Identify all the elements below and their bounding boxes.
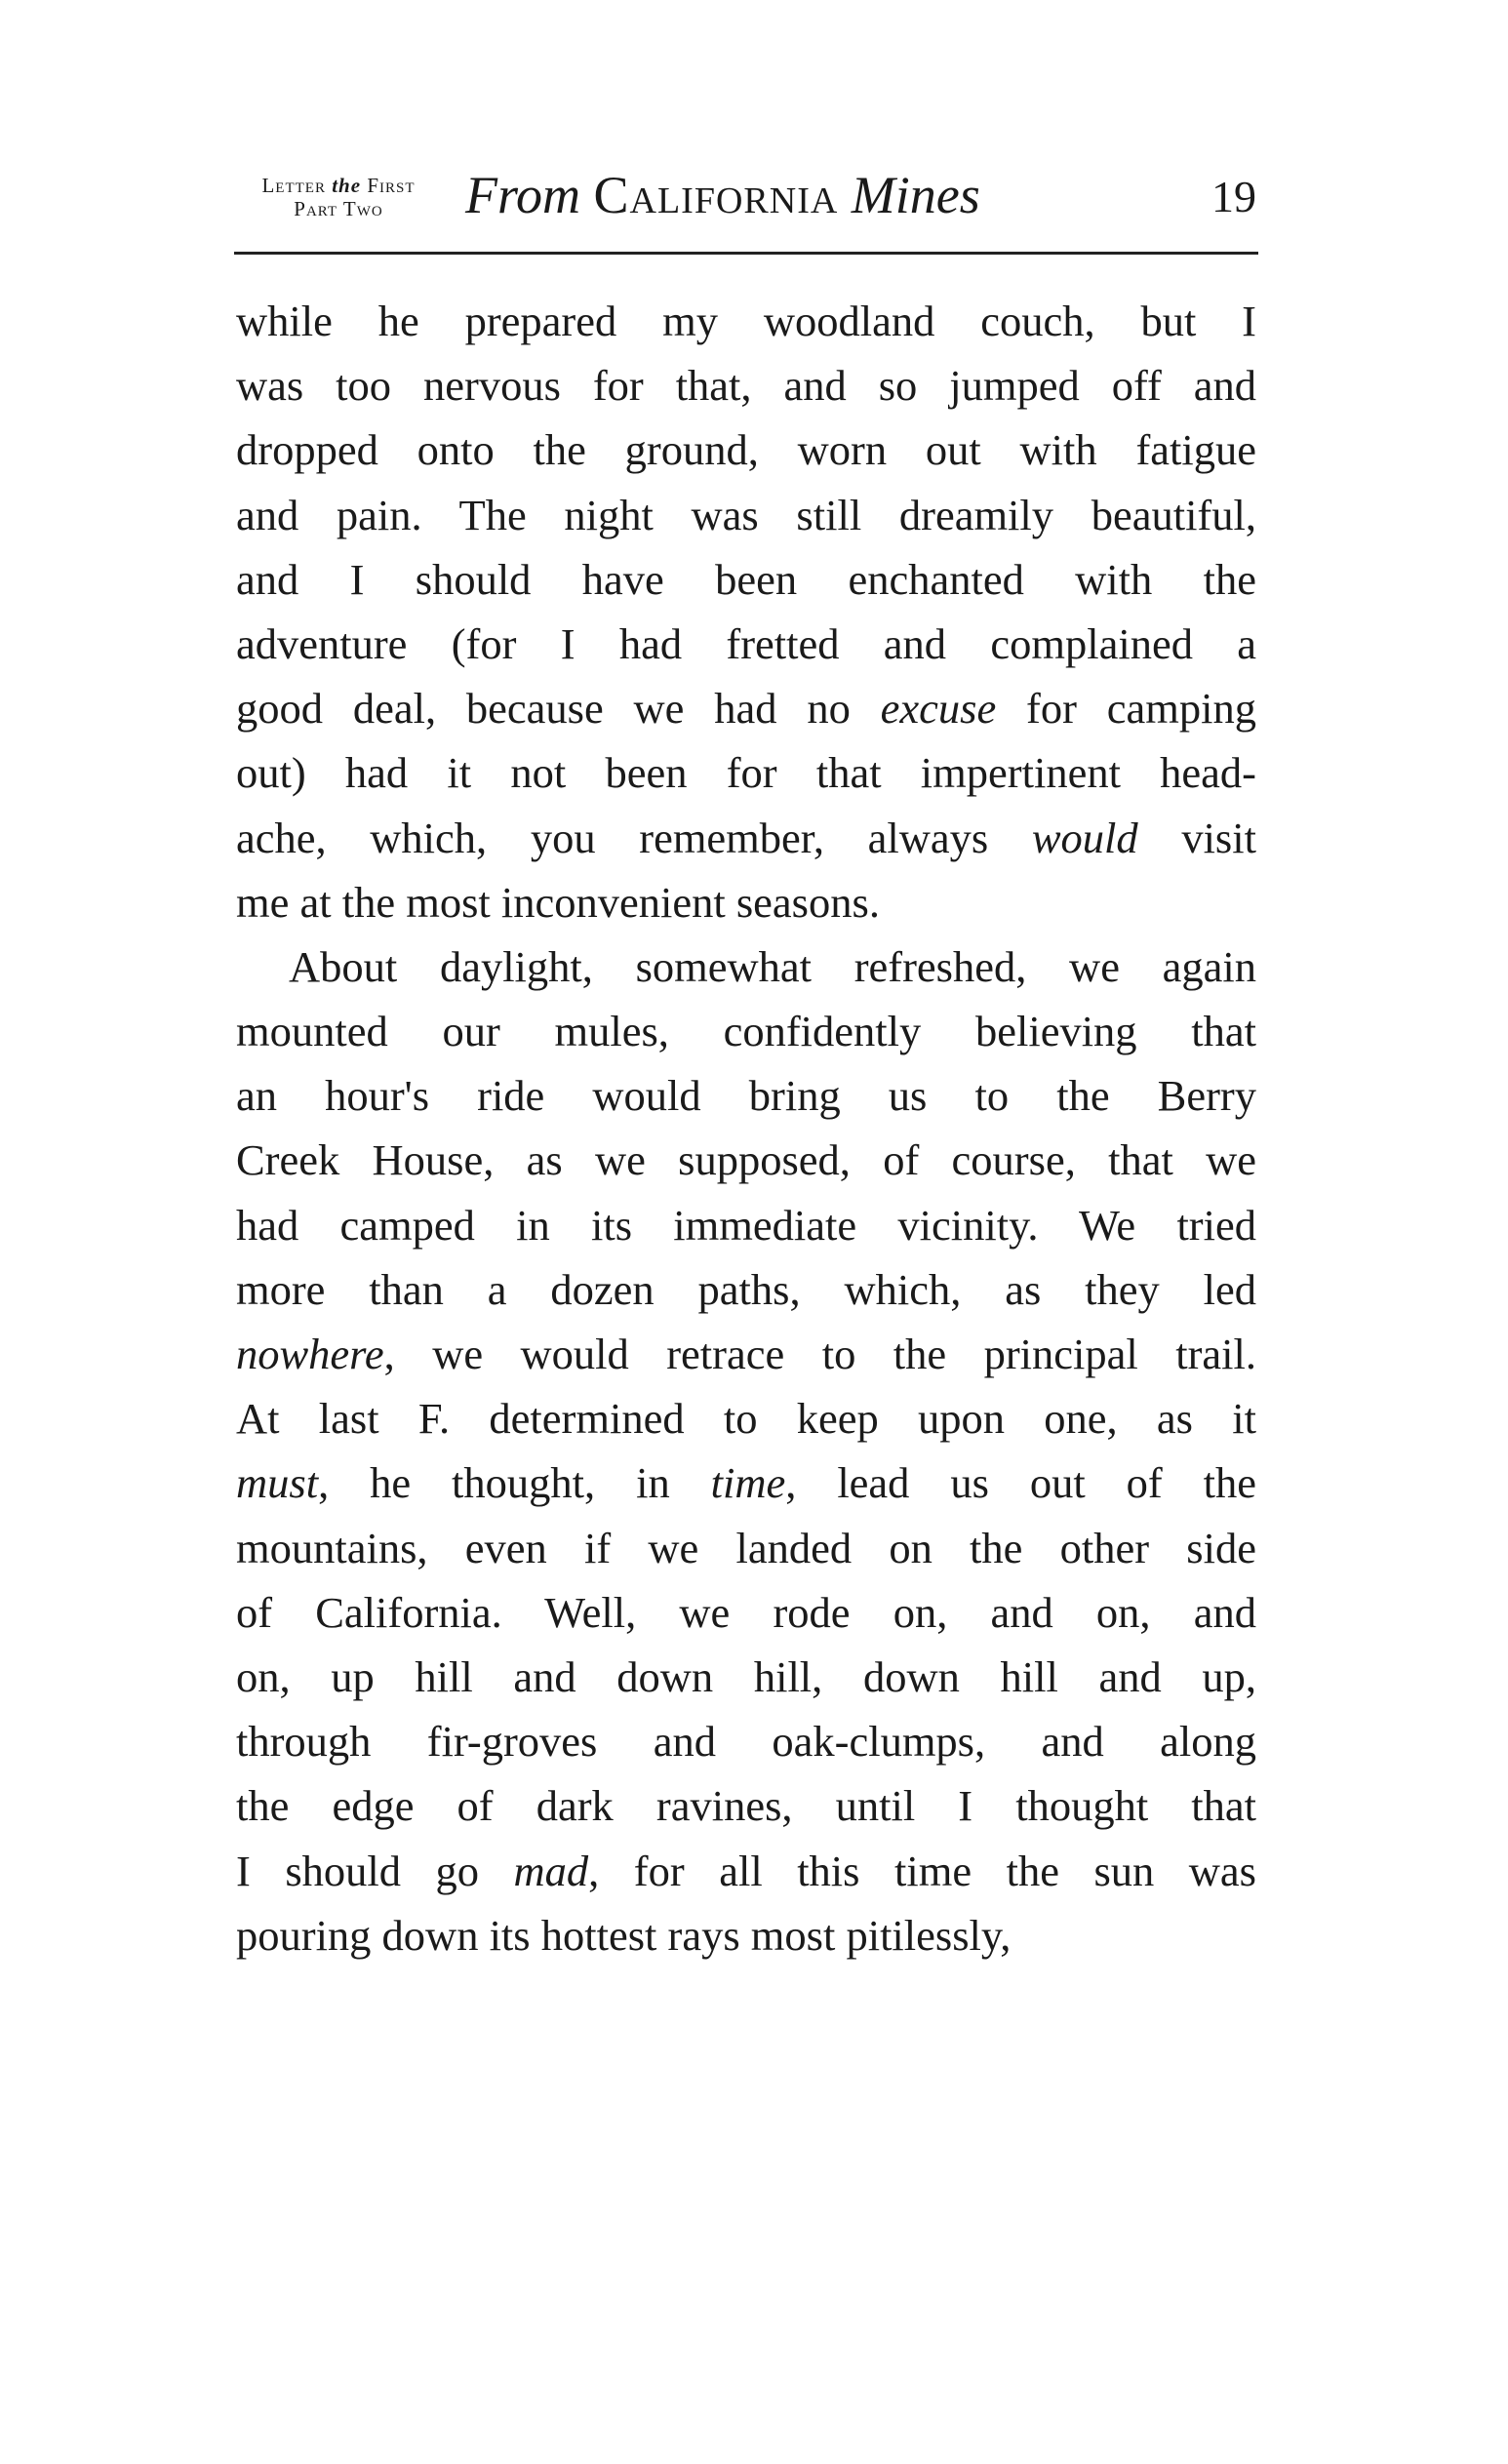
text-segment: I should go (236, 1846, 514, 1895)
text-segment: mounted our mules, confidently believing that (236, 1007, 1256, 1056)
text-segment: adventure (for I had fretted and complained a (236, 618, 1256, 668)
text-segment: had camped in its immediate vicinity. We tried (236, 1200, 1256, 1250)
text-segment: , we would retrace to the principal trail. (383, 1330, 1256, 1378)
title-from: From (465, 166, 580, 224)
text-line (236, 1128, 1256, 1192)
text-line (236, 417, 1256, 482)
italic-text: must (236, 1458, 319, 1508)
text-line (236, 1193, 1256, 1257)
text-line (236, 547, 1256, 612)
text-segment: of California. Well, we rode on, and on, and (236, 1587, 1256, 1637)
section-label-line-1: Letter the First (261, 174, 416, 197)
text-line (236, 740, 1256, 805)
text-segment: , for all this time the sun was (588, 1846, 1257, 1895)
text-line (236, 353, 1256, 417)
text-segment: and pain. The night was still dreamily beautiful, (236, 490, 1256, 539)
text-segment: out) had it not been for that impertinent head- (236, 748, 1256, 798)
text-line (236, 1903, 1256, 1967)
text-segment: pouring down its hottest rays most pitilessly, (236, 1910, 1012, 1960)
text-segment: for camping (996, 684, 1256, 734)
text-segment: mountains, even if we landed on the other side (236, 1523, 1256, 1572)
italic-text: excuse (880, 684, 997, 734)
running-head (236, 164, 1256, 234)
text-line (236, 934, 1256, 999)
text-segment: , he thought, in (318, 1458, 711, 1508)
italic-text: mad (513, 1846, 589, 1895)
text-line (236, 1257, 1256, 1322)
text-segment: an hour's ride would bring us to the Berry (236, 1071, 1256, 1121)
text-line (236, 999, 1256, 1063)
italic-text: nowhere (236, 1330, 384, 1378)
text-line (236, 676, 1256, 740)
text-line (236, 1451, 1256, 1515)
text-line (236, 1322, 1256, 1386)
page-number: 19 (1211, 172, 1256, 221)
text-segment: ache, which, you remember, always (236, 813, 1032, 862)
text-line (236, 870, 1256, 934)
text-segment: on, up hill and down hill, down hill and up, (236, 1651, 1256, 1701)
text-segment: At last F. determined to keep upon one, as it (236, 1394, 1256, 1444)
text-line (236, 1386, 1256, 1451)
text-segment: Creek House, as we supposed, of course, that we (236, 1135, 1256, 1185)
text-segment: while he prepared my woodland couch, but I (236, 297, 1256, 345)
text-segment: more than a dozen paths, which, as they led (236, 1264, 1256, 1314)
section-label (236, 174, 441, 220)
text-line (236, 612, 1256, 676)
text-line (236, 483, 1256, 547)
text-segment: visit (1137, 813, 1256, 862)
text-segment: the edge of dark ravines, until I thought that (236, 1781, 1256, 1831)
text-segment: , lead us out of the (785, 1458, 1257, 1508)
section-label-line-2: Part Two (294, 197, 383, 220)
text-segment: and I should have been enchanted with the (236, 554, 1256, 604)
text-segment: good deal, because we had no (236, 684, 881, 734)
text-line (236, 1839, 1256, 1903)
body-text (236, 289, 1256, 1967)
text-line (236, 1516, 1256, 1580)
italic-text: time (710, 1458, 786, 1508)
text-segment: me at the most inconvenient seasons. (236, 877, 880, 927)
text-line (236, 806, 1256, 870)
text-line (236, 1773, 1256, 1838)
running-title (465, 164, 980, 226)
text-segment: through fir-groves and oak-clumps, and along (236, 1717, 1256, 1767)
text-line (236, 1645, 1256, 1709)
text-line (236, 1709, 1256, 1773)
text-segment: About daylight, somewhat refreshed, we again (289, 941, 1256, 991)
text-line (236, 1580, 1256, 1645)
italic-text: would (1031, 813, 1138, 862)
text-segment: dropped onto the ground, worn out with fatigue (236, 425, 1256, 475)
text-line (236, 1063, 1256, 1128)
header-rule (234, 252, 1258, 255)
title-california: California (593, 166, 839, 224)
text-line (236, 289, 1256, 353)
text-segment: was too nervous for that, and so jumped off and (236, 361, 1256, 411)
title-mines: Mines (851, 166, 980, 224)
